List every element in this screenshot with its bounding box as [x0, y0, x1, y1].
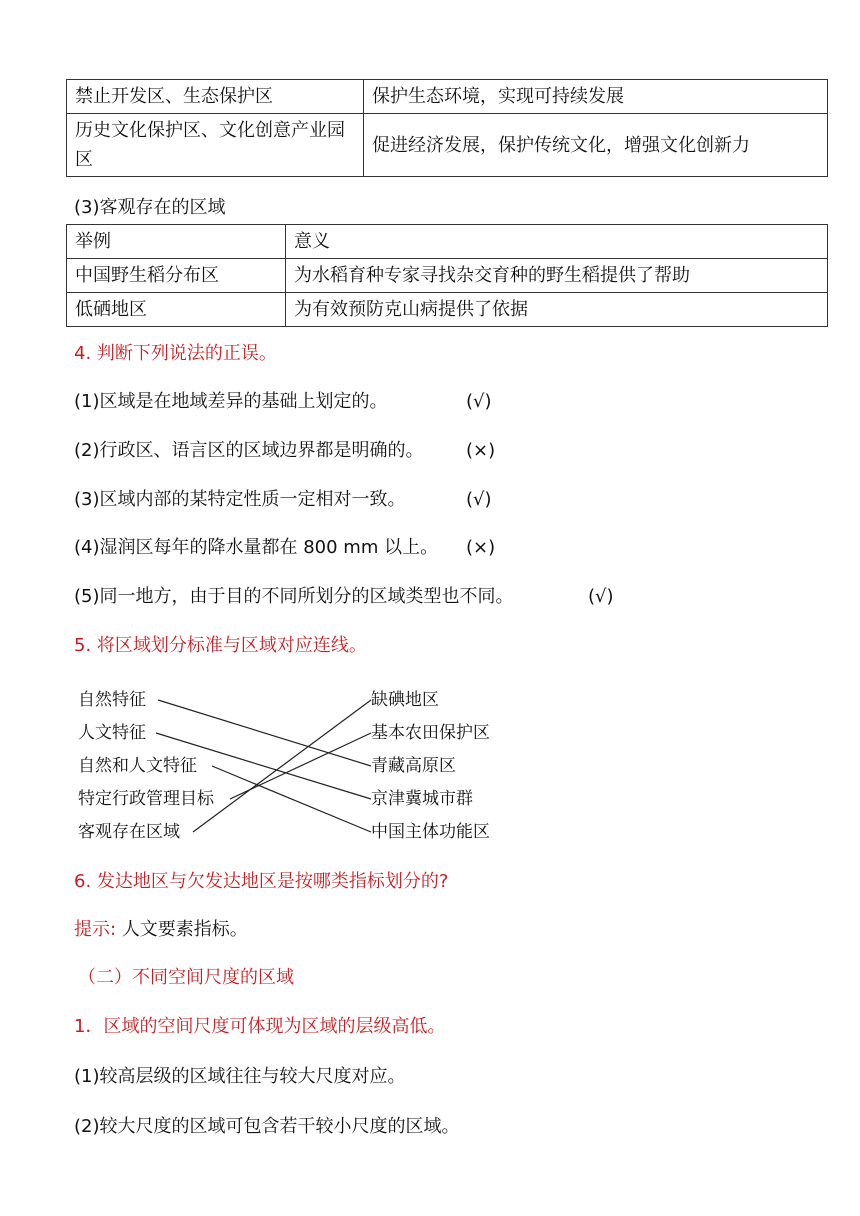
- table-cell: 为有效预防克山病提供了依据: [286, 293, 828, 327]
- judgement-mark: (×): [466, 537, 496, 558]
- left-label: 自然特征: [78, 690, 146, 710]
- table-cell: 为水稻育种专家寻找杂交育种的野生稻提供了帮助: [286, 259, 828, 293]
- question-5-title: 5. 将区域划分标准与区域对应连线。: [74, 635, 367, 656]
- left-label: 人文特征: [78, 723, 146, 743]
- right-label: 京津冀城市群: [371, 789, 473, 809]
- table-cell: 中国野生稻分布区: [67, 259, 286, 293]
- judgement-mark: (√): [466, 489, 492, 510]
- right-label: 缺碘地区: [371, 690, 439, 710]
- judgement-item: (4)湿润区每年的降水量都在 800 mm 以上。: [74, 537, 439, 558]
- table-cell: 禁止开发区、生态保护区: [67, 80, 364, 114]
- judgement-item: (3)区域内部的某特定性质一定相对一致。: [74, 489, 406, 510]
- match-line: [158, 700, 371, 766]
- hint-text: 人文要素指标。: [121, 919, 248, 940]
- table-header-cell: 意义: [286, 225, 828, 259]
- table-cell: 促进经济发展，保护传统文化，增强文化创新力: [364, 114, 828, 177]
- match-line: [156, 733, 371, 799]
- table-cell: 保护生态环境，实现可持续发展: [364, 80, 828, 114]
- judgement-item: (2)行政区、语言区的区域边界都是明确的。: [74, 440, 424, 461]
- judgement-mark: (×): [466, 440, 496, 461]
- point-1-item: (1)较高层级的区域往往与较大尺度对应。: [74, 1066, 406, 1087]
- right-label: 青藏高原区: [371, 756, 456, 776]
- section-2-heading: （二）不同空间尺度的区域: [78, 967, 294, 988]
- judgement-item: (1)区域是在地域差异的基础上划定的。: [74, 391, 388, 412]
- question-6-title: 6. 发达地区与欠发达地区是按哪类指标划分的?: [74, 871, 449, 892]
- right-label: 中国主体功能区: [371, 822, 490, 842]
- left-label: 自然和人文特征: [78, 756, 197, 776]
- judgement-mark: (√): [588, 586, 614, 607]
- hint-line: [74, 916, 248, 944]
- left-label: 客观存在区域: [78, 822, 180, 842]
- judgement-mark: (√): [466, 391, 492, 412]
- section-3-title: (3)客观存在的区域: [74, 197, 226, 218]
- point-1-item: (2)较大尺度的区域可包含若干较小尺度的区域。: [74, 1116, 460, 1137]
- hint-label: 提示:: [74, 919, 117, 940]
- match-line: [212, 766, 371, 832]
- table-cell: 低硒地区: [67, 293, 286, 327]
- table-header-cell: 举例: [67, 225, 286, 259]
- right-label: 基本农田保护区: [371, 723, 490, 743]
- point-1-title: 1．区域的空间尺度可体现为区域的层级高低。: [74, 1016, 446, 1037]
- table-cell: 历史文化保护区、文化创意产业园区: [67, 114, 364, 177]
- left-label: 特定行政管理目标: [78, 789, 214, 809]
- match-line: [193, 700, 371, 832]
- question-4-title: 4. 判断下列说法的正误。: [74, 343, 277, 364]
- judgement-item: (5)同一地方，由于目的不同所划分的区域类型也不同。: [74, 586, 514, 607]
